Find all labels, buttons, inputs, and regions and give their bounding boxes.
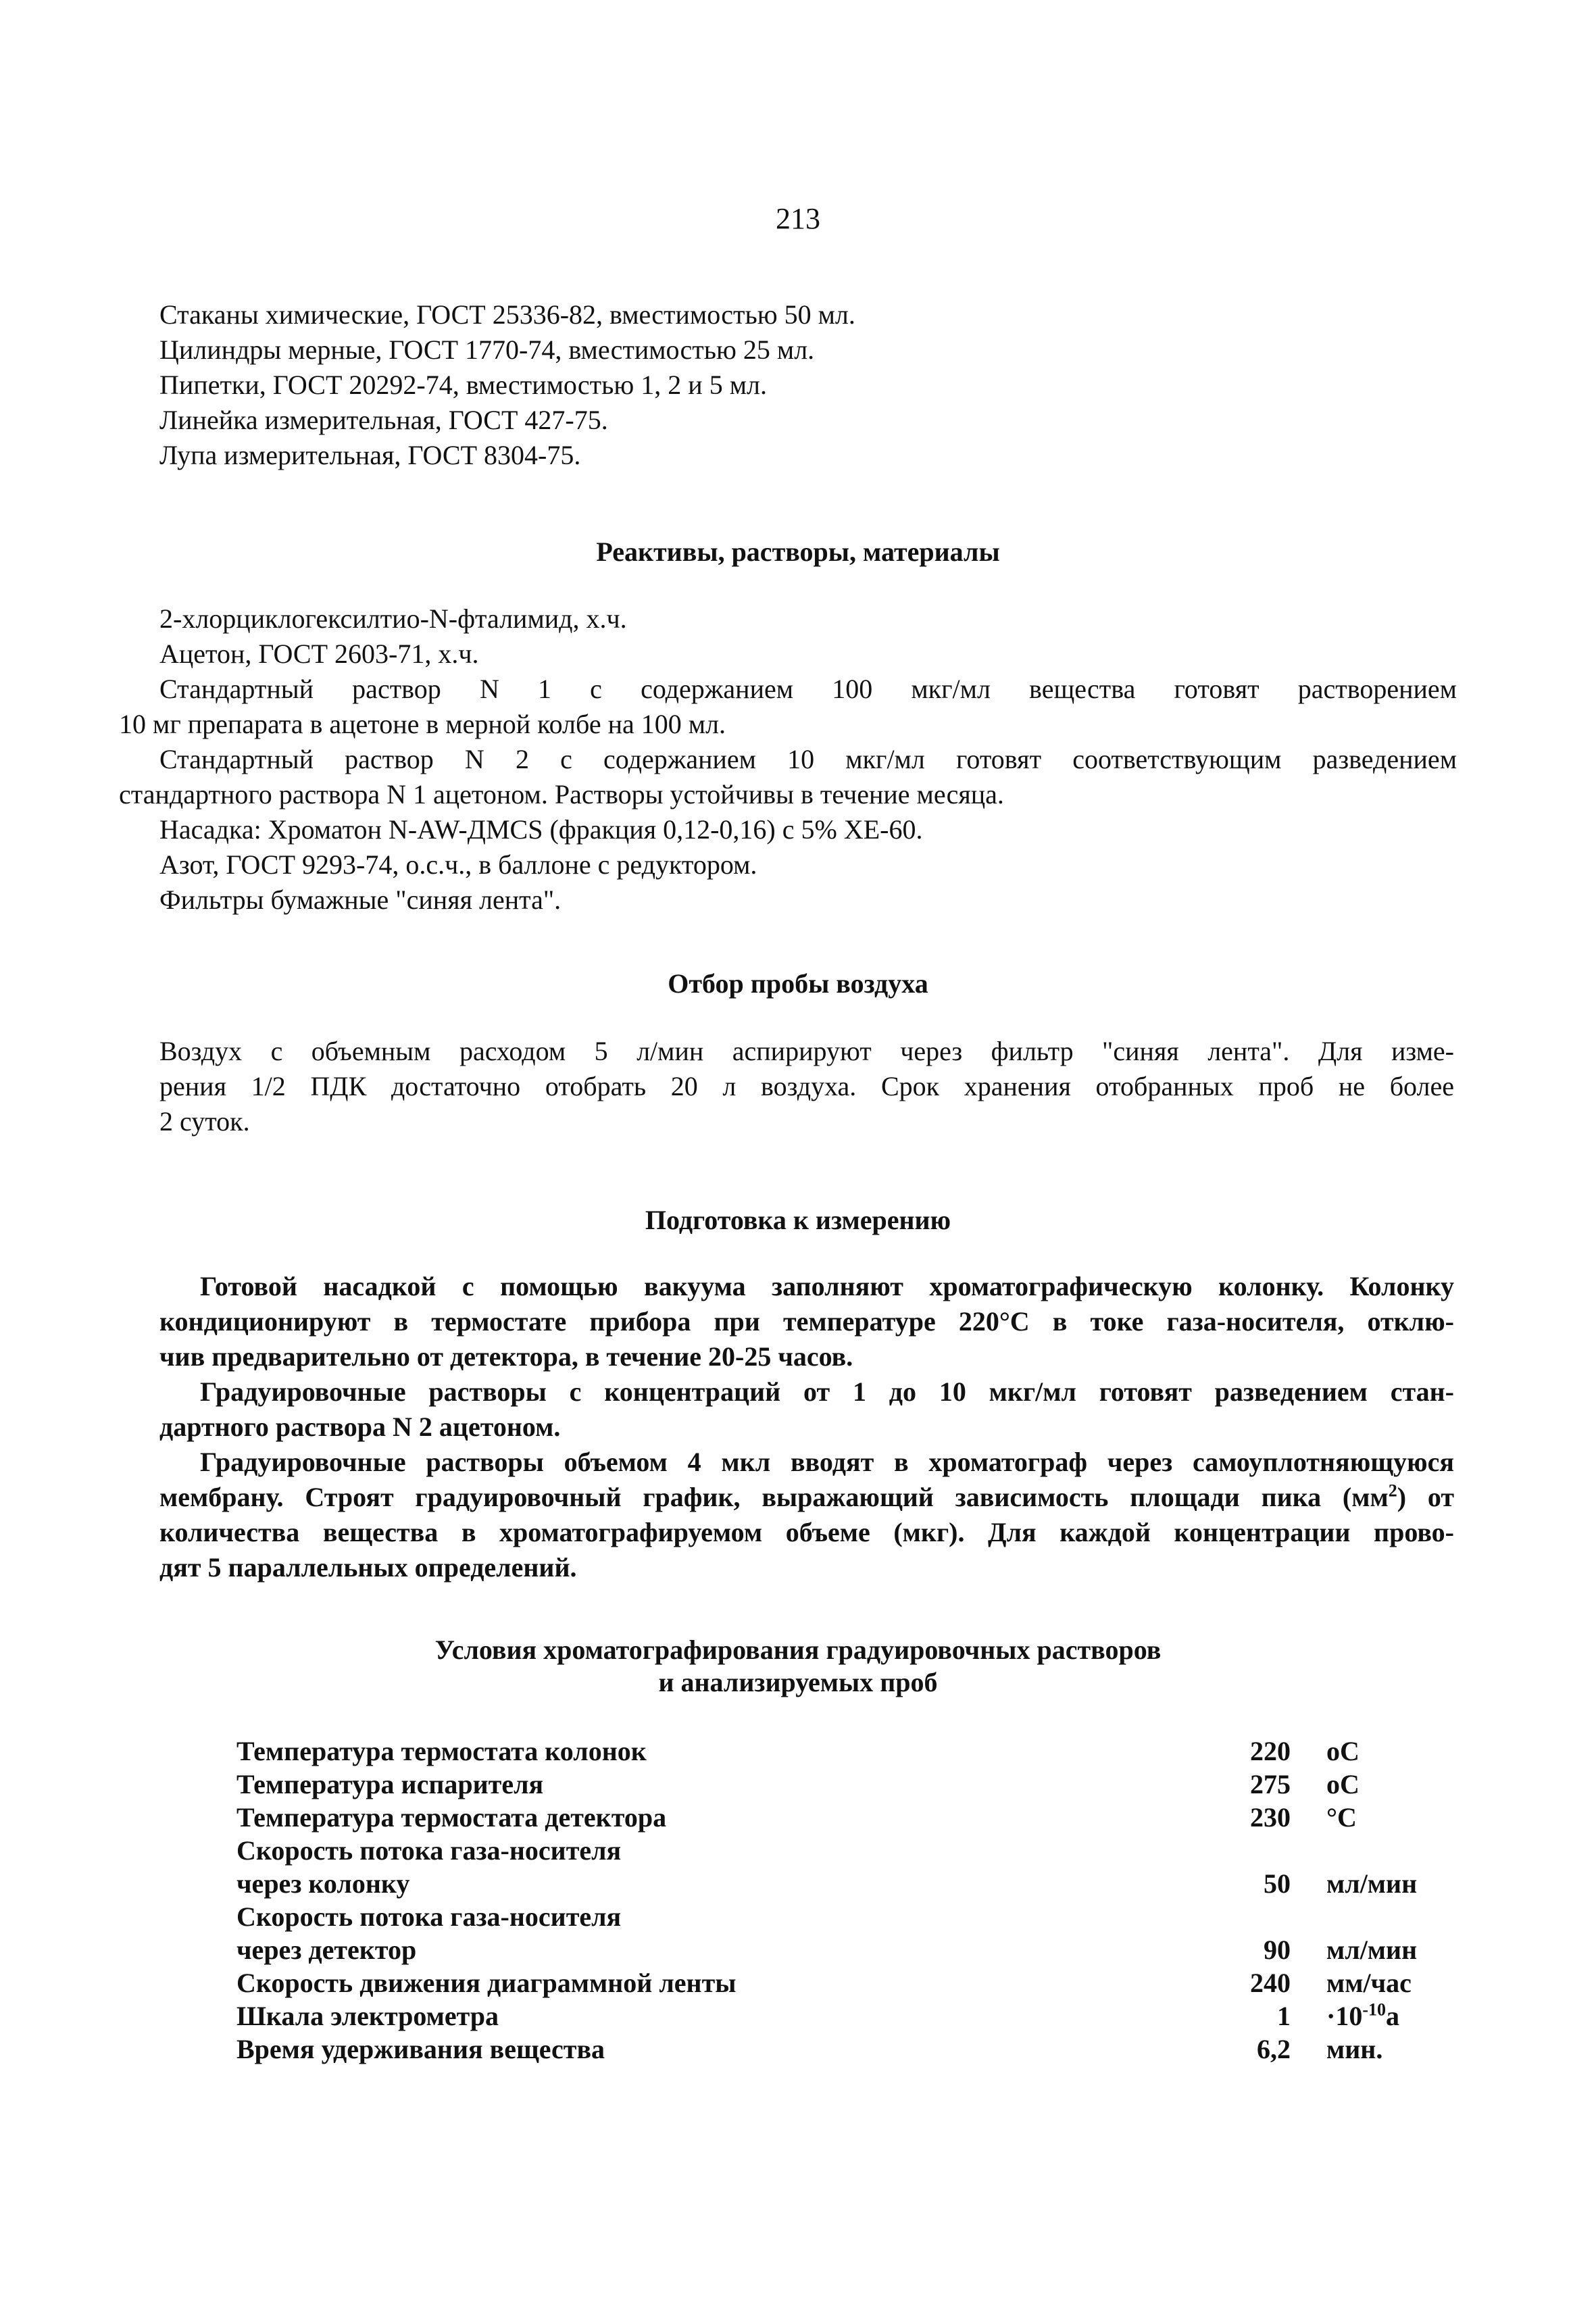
condition-row bbox=[236, 1735, 1360, 1768]
paragraph-line: Стандартный раствор N 2 с содержанием 10 мкг/мл готовят соответствующим разведением bbox=[159, 744, 1457, 774]
condition-row bbox=[236, 1768, 1360, 1801]
condition-value: 230 bbox=[1250, 1802, 1291, 1833]
condition-row bbox=[236, 1967, 1412, 1999]
condition-row bbox=[236, 1901, 1250, 1933]
condition-value: 275 bbox=[1250, 1769, 1291, 1799]
preparation-section bbox=[159, 1269, 1454, 1585]
equipment-list bbox=[159, 297, 1457, 473]
conditions-heading-line2: и анализируемых проб bbox=[658, 1667, 938, 1697]
sampling-paragraph bbox=[159, 1034, 1454, 1139]
condition-value: 240 bbox=[1250, 1968, 1291, 1998]
condition-label: через детектор bbox=[236, 1935, 417, 1965]
condition-label: Температура термостата детектора bbox=[236, 1802, 667, 1833]
condition-unit: $\cdot 10^{-10}а$ bbox=[1326, 1999, 1400, 2031]
list-item: Линейка измерительная, ГОСТ 427-75. bbox=[159, 405, 608, 435]
paragraph-line: дартного раствора N 2 ацетоном. bbox=[159, 1412, 561, 1442]
reagents-section bbox=[119, 601, 1457, 918]
condition-label: Температура испарителя bbox=[236, 1769, 544, 1799]
paragraph-line: стандартного раствора N 1 ацетоном. Растворы устойчивы в течение месяца. bbox=[119, 779, 1004, 810]
condition-row bbox=[236, 2033, 1383, 2066]
reagent-item: 2-хлорциклогексилтио-N-фталимид, х.ч. bbox=[159, 603, 627, 634]
condition-label: Скорость движения диаграммной ленты bbox=[236, 1968, 737, 1998]
condition-value: 1 bbox=[1277, 2001, 1291, 2031]
condition-label: Скорость потока газа-носителя bbox=[236, 1901, 622, 1932]
paragraph-line: 2 суток. bbox=[159, 1106, 250, 1137]
condition-unit: мл/мин bbox=[1326, 1935, 1418, 1965]
paragraph-line: Стандартный раствор N 1 с содержанием 100 мкг/мл вещества готовят растворением bbox=[159, 674, 1457, 704]
reagent-item: Азот, ГОСТ 9293-74, о.с.ч., в баллоне с редуктором. bbox=[159, 849, 757, 880]
paragraph-line: чив предварительно от детектора, в течение 20-25 часов. bbox=[159, 1341, 853, 1372]
paragraph-line: количества вещества в хроматографируемом объеме (мкг). Для каждой концентрации прово- bbox=[159, 1517, 1454, 1547]
section-heading-preparation: Подготовка к измерению bbox=[645, 1205, 951, 1235]
reagent-item: Ацетон, ГОСТ 2603-71, х.ч. bbox=[159, 639, 479, 669]
condition-value: 90 bbox=[1264, 1935, 1291, 1965]
paragraph-line: Воздух с объемным расходом 5 л/мин аспирируют через фильтр "синяя лента". Для изме- bbox=[159, 1036, 1454, 1066]
condition-row bbox=[236, 1934, 1418, 1966]
section-heading-reagents: Реактивы, растворы, материалы bbox=[596, 537, 1000, 567]
list-item: Лупа измерительная, ГОСТ 8304-75. bbox=[159, 440, 581, 470]
list-item: Цилиндры мерные, ГОСТ 1770-74, вместимостью 25 мл. bbox=[159, 334, 815, 365]
paragraph-line: рения 1/2 ПДК достаточно отобрать 20 л воздуха. Срок хранения отобранных проб не более bbox=[159, 1071, 1454, 1101]
list-item: Стаканы химические, ГОСТ 25336-82, вместимостью 50 мл. bbox=[159, 299, 855, 330]
paragraph-line: мембрану. Строят градуировочный график, выражающий зависимость площади пика $(мм^2)$ от bbox=[159, 1480, 1454, 1512]
condition-unit: оС bbox=[1326, 1736, 1360, 1766]
page-number: 213 bbox=[776, 202, 820, 235]
conditions-heading-line1: Условия хроматографирования градуировочных растворов bbox=[434, 1635, 1162, 1665]
condition-label: Шкала электрометра bbox=[236, 2001, 499, 2031]
paragraph-line: дят 5 параллельных определений. bbox=[159, 1552, 577, 1583]
condition-label: через колонку bbox=[236, 1868, 410, 1899]
condition-unit: °С bbox=[1326, 1802, 1357, 1833]
condition-row bbox=[236, 1868, 1418, 1900]
paragraph-line: 10 мг препарата в ацетоне в мерной колбе на 100 мл. bbox=[119, 709, 726, 739]
condition-value: 220 bbox=[1250, 1736, 1291, 1766]
condition-unit: мин. bbox=[1326, 2034, 1383, 2064]
reagent-item: Насадка: Хроматон N-AW-ДМСS (фракция 0,12-0,16) с 5% ХЕ-60. bbox=[159, 814, 923, 845]
condition-unit: мл/мин bbox=[1326, 1868, 1418, 1899]
condition-unit: оС bbox=[1326, 1769, 1360, 1799]
condition-label: Температура термостата колонок bbox=[236, 1736, 647, 1766]
condition-label: Время удерживания вещества bbox=[236, 2034, 605, 2064]
section-heading-sampling: Отбор пробы воздуха bbox=[668, 968, 928, 999]
condition-row bbox=[236, 1835, 1250, 1867]
paragraph-line: Градуировочные растворы с концентраций от 1 до 10 мкг/мл готовят разведением стан- bbox=[200, 1376, 1454, 1407]
reagent-item: Фильтры бумажные "синяя лента". bbox=[159, 885, 562, 915]
paragraph-line: кондиционируют в термостате прибора при температуре 220°С в токе газа-носителя, отклю- bbox=[159, 1306, 1454, 1337]
paragraph-line: Готовой насадкой с помощью вакуума заполняют хроматографическую колонку. Колонку bbox=[200, 1271, 1454, 1301]
condition-value: 50 bbox=[1264, 1868, 1291, 1899]
condition-unit: мм/час bbox=[1326, 1968, 1412, 1998]
paragraph-line: Градуировочные растворы объемом 4 мкл вводят в хроматограф через самоуплотняющуюся bbox=[200, 1447, 1454, 1477]
condition-row bbox=[236, 1801, 1357, 1834]
condition-label: Скорость потока газа-носителя bbox=[236, 1835, 622, 1866]
list-item: Пипетки, ГОСТ 20292-74, вместимостью 1, 2 и 5 мл. bbox=[159, 370, 767, 400]
condition-row bbox=[236, 1999, 1400, 2033]
condition-value: 6,2 bbox=[1257, 2034, 1291, 2064]
